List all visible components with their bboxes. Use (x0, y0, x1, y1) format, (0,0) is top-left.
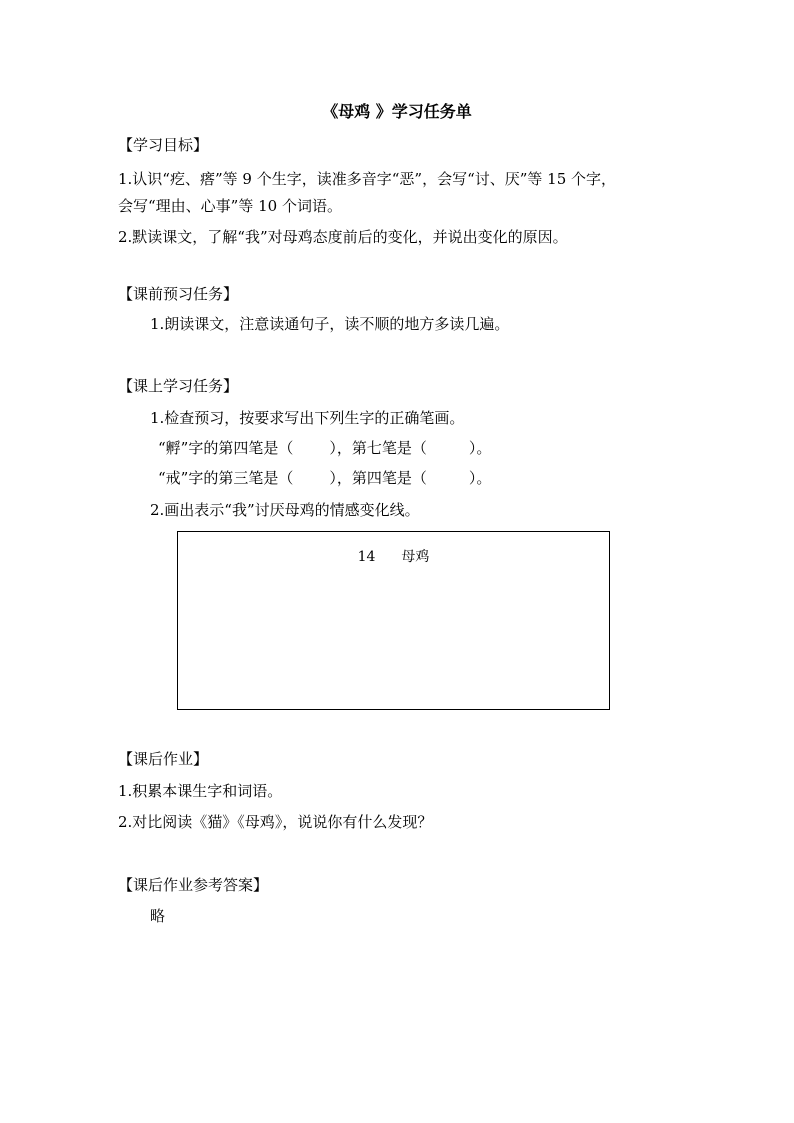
answers-content: 略 (150, 907, 166, 925)
stroke-question-2-part-a: “戒”字的第三笔是（ (158, 469, 294, 487)
section-heading-answers: 【课后作业参考答案】 (118, 876, 269, 894)
stroke-question-2 (158, 468, 491, 488)
stroke-question-1-part-c: ）。 (468, 439, 492, 457)
lesson-number: 14 (357, 549, 376, 565)
box-label (178, 548, 609, 566)
page-title: 《母鸡 》学习任务单 (322, 102, 472, 121)
section-heading-homework: 【课后作业】 (118, 750, 209, 768)
emotion-line-drawing-box[interactable] (177, 531, 610, 710)
stroke-question-2-part-c: ）。 (468, 469, 492, 487)
section-heading-classwork: 【课上学习任务】 (118, 377, 239, 395)
goal-item-1-line-2: 会写“理由、心事”等 10 个词语。 (118, 197, 342, 215)
stroke-question-1 (158, 438, 491, 458)
classwork-item-1: 1.检查预习，按要求写出下列生字的正确笔画。 (150, 409, 465, 427)
stroke-question-2-part-b: ），第四笔是（ (329, 469, 427, 487)
preview-item-1: 1.朗读课文，注意读通句子，读不顺的地方多读几遍。 (150, 315, 510, 333)
stroke-question-1-part-b: ），第七笔是（ (329, 439, 427, 457)
homework-item-2: 2.对比阅读《猫》《母鸡》，说说你有什么发现？ (118, 813, 433, 831)
stroke-question-1-part-a: “孵”字的第四笔是（ (158, 439, 294, 457)
lesson-title: 母鸡 (401, 549, 430, 565)
homework-item-1: 1.积累本课生字和词语。 (118, 782, 283, 800)
classwork-item-2: 2.画出表示“我”讨厌母鸡的情感变化线。 (150, 501, 420, 519)
section-heading-goals: 【学习目标】 (118, 136, 209, 154)
section-heading-preview: 【课前预习任务】 (118, 285, 239, 303)
goal-item-2: 2.默读课文，了解“我”对母鸡态度前后的变化，并说出变化的原因。 (118, 228, 568, 246)
goal-item-1-line-1: 1.认识“疙、瘩”等 9 个生字，读准多音字“恶”，会写“讨、厌”等 15 个字， (118, 170, 617, 188)
